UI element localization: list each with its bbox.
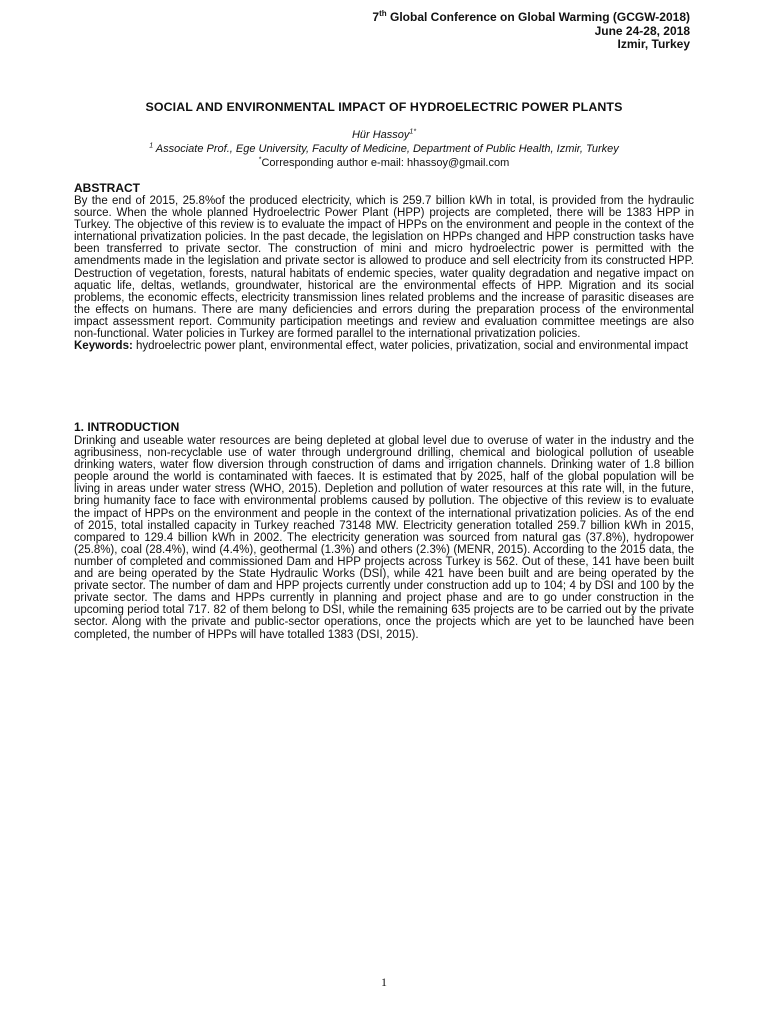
abstract-text: By the end of 2015, 25.8%of the produced electricity, which is 259.7 billion kWh in total, is provided from the hydraulic source. When the whole planned Hydroelectric Power Plant (HPP) projects are completed, there will be 1383 HPP in Turkey. The objective of this review is to evaluate the impact of HPPs on the environment and people in the context of the international privatization policies. In the past decade, the legislation on HPPs changed and HPP construction tasks have been transferred to private sector. The construction of mini and micro hydroelectric power is permitted with the amendments made in the legislation and private sector is allowed to produce and sell electricity from its constructed HPP. Destruction of vegetation, forests, natural habitats of endemic species, water quality degradation and negative impact on aquatic life, deltas, wetlands, groundwater, historical are the environmental effects of HPP. Migration and its social problems, the economic effects, electricity transmission lines related problems and the increase of parasitic diseases are the effects on humans. There are many deficiencies and errors during the preparation process of the environmental impact assessment report. Community participation meetings and review and evaluation committee meetings are also non-functional. Water policies in Turkey are formed parallel to the international privatization policies. (74, 195, 694, 341)
affiliation: Associate Prof., Ege University, Faculty of Medicine, Department of Public Health, Izmir, Turkey (155, 143, 619, 155)
keywords-text: hydroelectric power plant, environmental effect, water policies, privatization, social and environmental impact (136, 340, 689, 353)
keywords (74, 340, 694, 352)
author-superscript: 1* (409, 128, 417, 136)
conference-name: Global Conference on Global Warming (GCGW-2018) (389, 10, 690, 24)
conference-location: Izmir, Turkey (617, 37, 690, 51)
corresponding-author-line (0, 156, 768, 170)
introduction-text: Drinking and useable water resources are being depleted at global level due to overuse of water in the industry and the agribusiness, non-recyclable use of water through underground drilling, chemical and biological pollution of useable drinking waters, water flow diversion through construction of dams and irrigation channels. Drinking water of 1.8 billion people around the world is contaminated with faeces. It is estimated that by 2025, half of the global population will be living in areas under water stress (WHO, 2015). Depletion and pollution of water resources at this rate will, in the future, bring humanity face to face with environmental problems caused by pollution. The objective of this review is to evaluate the impact of HPPs on the environment and people in the context of the international privatization policies. As of the end of 2015, total installed capacity in Turkey reached 73148 MW. Electricity generation totalled 259.7 billion kWh in 2015, compared to 129.4 billion kWh in 2002. The electricity generation was sourced from natural gas (37.8%), hydropower (25.8%), coal (28.4%), wind (4.4%), geothermal (1.3%) and others (2.3%) (MENR, 2015). According to the 2015 data, the number of completed and commissioned Dam and HPP projects across Turkey is 562. Out of these, 141 have been built and are being operated by the State Hydraulic Works (DSI), while 421 have been built and are being operated by the private sector. The number of dam and HPP projects currently under construction add up to 104; 4 by DSI and 100 by the private sector. The dams and HPPs currently in planning and project phase and are to go under construction in the upcoming period total 717. 82 of them belong to DSI, while the remaining 635 projects are to be carried out by the private sector. Along with the private and public-sector operations, once the projects which are yet to be launched have been completed, the number of HPPs will have totalled 1383 (DSI, 2015). (74, 435, 694, 641)
author-line (0, 128, 768, 142)
affiliation-superscript: 1 (149, 142, 154, 150)
conference-name-line (372, 11, 690, 25)
author-block (0, 128, 768, 170)
conference-ordinal-superscript: th (379, 9, 387, 18)
keywords-label: Keywords: (74, 340, 133, 353)
abstract-heading: ABSTRACT (74, 181, 140, 195)
paper-title: SOCIAL AND ENVIRONMENTAL IMPACT OF HYDROELECTRIC POWER PLANTS (145, 100, 623, 114)
corresponding-superscript: * (258, 156, 262, 164)
introduction-heading: 1. INTRODUCTION (74, 420, 180, 434)
page-number: 1 (381, 975, 387, 989)
conference-header (372, 11, 690, 52)
corresponding-author-email: Corresponding author e-mail: hhassoy@gmail.com (261, 157, 510, 169)
author-name: Hür Hassoy (351, 129, 410, 141)
conference-ordinal: 7 (372, 10, 380, 24)
conference-dates: June 24-28, 2018 (594, 23, 690, 38)
affiliation-line (0, 142, 768, 156)
abstract-section (74, 195, 694, 352)
